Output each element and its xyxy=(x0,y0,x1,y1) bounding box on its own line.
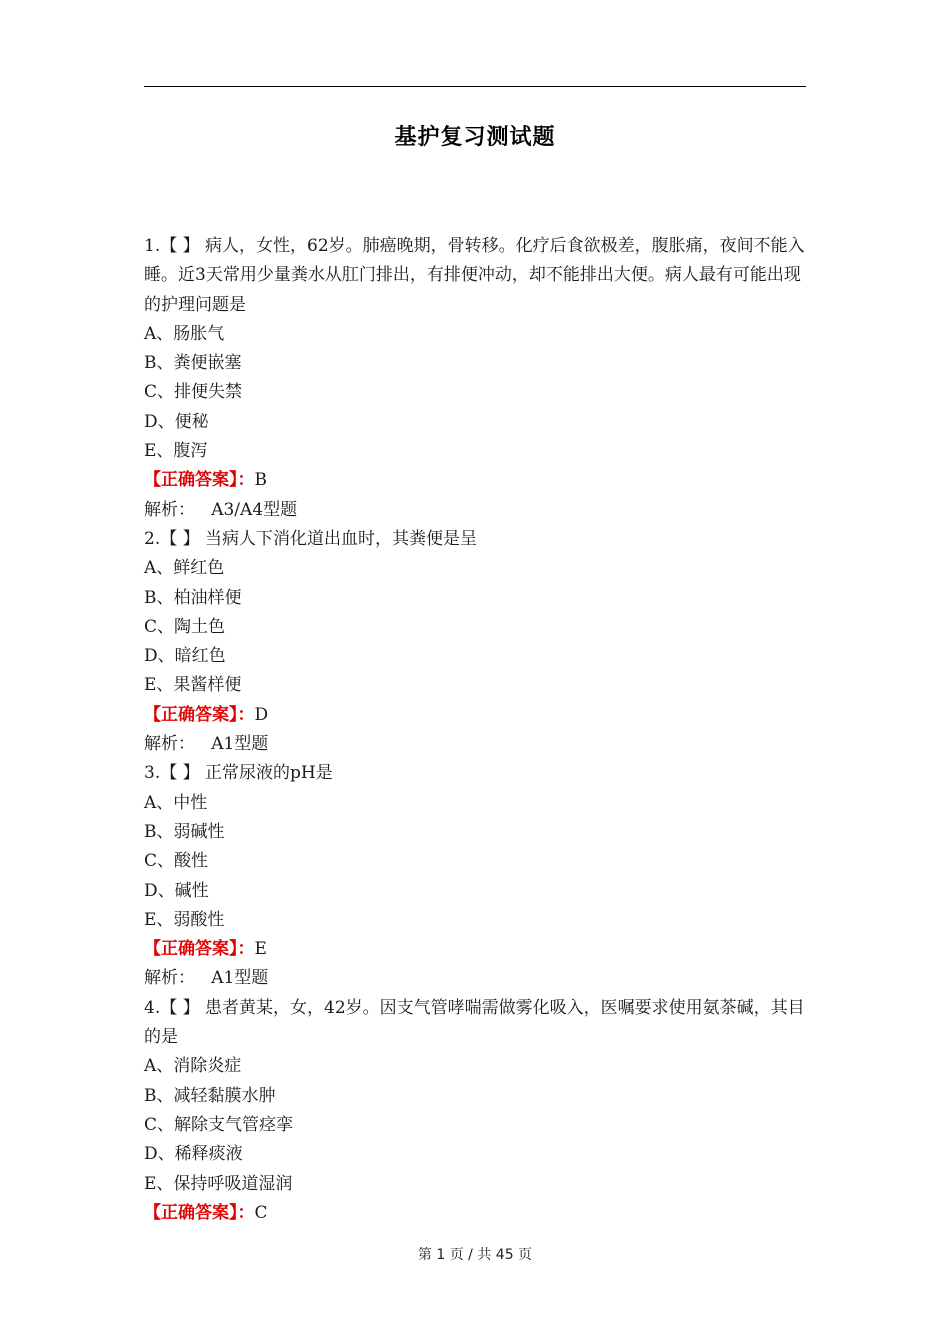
question-3-option-c: C、酸性 xyxy=(144,851,209,872)
question-1-option-b: B、粪便嵌塞 xyxy=(144,353,242,374)
question-1-analysis: 解析： A3/A4型题 xyxy=(144,499,298,520)
question-2-option-c: C、陶土色 xyxy=(144,616,226,637)
question-2-option-d: D、暗红色 xyxy=(144,646,226,667)
question-2-option-a: A、鲜红色 xyxy=(144,558,225,579)
question-3-answer: 【正确答案】：E xyxy=(144,939,267,960)
question-list xyxy=(144,232,806,1228)
question-2-option-b: B、柏油样便 xyxy=(144,587,242,608)
question-2-analysis: 解析： A1型题 xyxy=(144,734,269,755)
question-1-option-c: C、排便失禁 xyxy=(144,382,243,403)
question-4-option-c: C、解除支气管痉挛 xyxy=(144,1114,294,1135)
question-1-option-a: A、肠胀气 xyxy=(144,323,225,344)
question-3-option-e: E、弱酸性 xyxy=(144,909,225,930)
question-4-option-d: D、稀释痰液 xyxy=(144,1144,243,1165)
question-4-answer: 【正确答案】：C xyxy=(144,1202,268,1223)
question-4-option-b: B、减轻黏膜水肿 xyxy=(144,1085,276,1106)
question-4-stem: 4.【 】 患者黄某，女，42岁。因支气管哮喘需做雾化吸入，医嘱要求使用氨茶碱，其目的是 xyxy=(144,997,805,1048)
question-3-option-b: B、弱碱性 xyxy=(144,821,225,842)
page-title: 基护复习测试题 xyxy=(394,124,556,150)
question-4-option-a: A、消除炎症 xyxy=(144,1056,242,1077)
question-1-answer: 【正确答案】：B xyxy=(144,470,267,491)
question-3-option-d: D、碱性 xyxy=(144,880,209,901)
question-1-stem: 1.【 】 病人，女性，62岁。肺癌晚期，骨转移。化疗后食欲极差，腹胀痛，夜间不能入睡。近3天常用少量粪水从肛门排出，有排便冲动，却不能排出大便。病人最有可能出现的护理问题是 xyxy=(144,236,805,315)
question-2-stem: 2.【 】 当病人下消化道出血时，其粪便是呈 xyxy=(144,528,478,549)
header-rule xyxy=(144,86,806,87)
question-2-option-e: E、果酱样便 xyxy=(144,675,242,696)
page-footer: 第 1 页 / 共 45 页 xyxy=(417,1247,533,1263)
question-2-answer: 【正确答案】：D xyxy=(144,704,269,725)
question-3-option-a: A、中性 xyxy=(144,792,208,813)
question-4-option-e: E、保持呼吸道湿润 xyxy=(144,1173,293,1194)
question-1-option-d: D、便秘 xyxy=(144,411,209,432)
question-3-analysis: 解析： A1型题 xyxy=(144,968,269,989)
question-1-option-e: E、腹泻 xyxy=(144,441,208,462)
question-3-stem: 3.【 】 正常尿液的pH是 xyxy=(144,763,333,784)
